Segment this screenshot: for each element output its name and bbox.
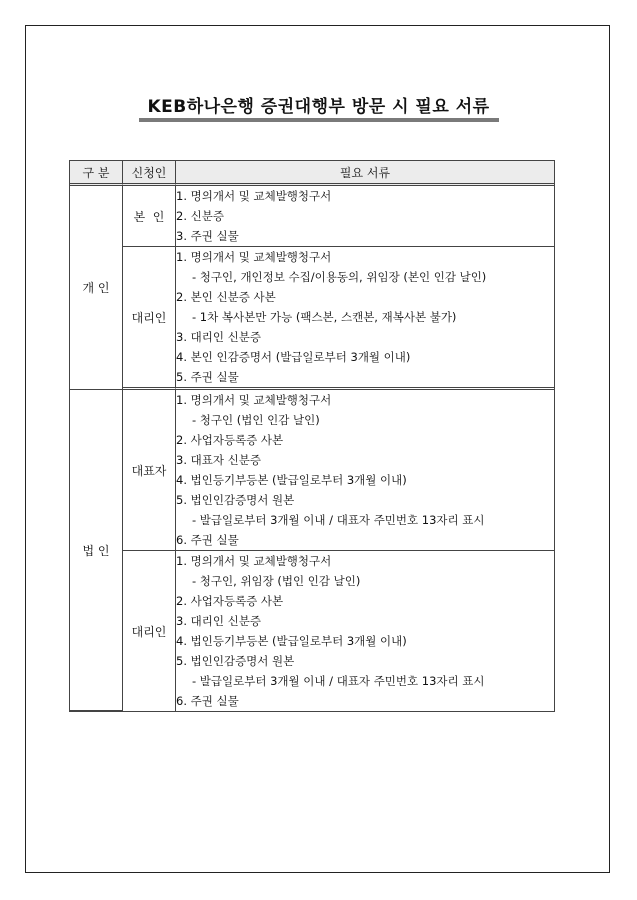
doc-subline: - 발급일로부터 3개월 이내 / 대표자 주민번호 13자리 표시: [192, 674, 485, 688]
table-header-row: [70, 161, 554, 186]
category-individual: 개 인: [70, 186, 123, 390]
header-docs: 필요 서류: [176, 161, 554, 186]
document-title: KEB하나은행 증권대행부 방문 시 필요 서류: [147, 97, 490, 117]
doc-line: 1. 명의개서 및 교체발행청구서: [176, 250, 332, 264]
applicant-label: 본 인: [133, 209, 165, 224]
doc-line: 5. 법인인감증명서 원본: [176, 493, 295, 507]
docs-cell: [176, 247, 554, 390]
doc-line: 5. 주권 실물: [176, 370, 239, 384]
doc-subline: - 청구인, 개인정보 수집/이용동의, 위임장 (본인 인감 날인): [192, 270, 487, 284]
doc-subline: - 발급일로부터 3개월 이내 / 대표자 주민번호 13자리 표시: [192, 513, 485, 527]
doc-subline: - 1차 복사본만 가능 (팩스본, 스캔본, 재복사본 불가): [192, 310, 457, 324]
doc-line: 3. 대표자 신분증: [176, 453, 261, 467]
doc-line: 2. 본인 신분증 사본: [176, 290, 276, 304]
applicant-agent: 대리인: [123, 247, 176, 390]
doc-line: 6. 주권 실물: [176, 533, 239, 547]
doc-line: 4. 법인등기부등본 (발급일로부터 3개월 이내): [176, 473, 407, 487]
title-underline: [139, 118, 499, 122]
doc-line: 4. 본인 인감증명서 (발급일로부터 3개월 이내): [176, 350, 411, 364]
doc-line: 1. 명의개서 및 교체발행청구서: [176, 554, 332, 568]
doc-line: 2. 신분증: [176, 209, 224, 223]
table-row: [70, 186, 554, 247]
docs-cell: [176, 551, 554, 711]
doc-line: 4. 법인등기부등본 (발급일로부터 3개월 이내): [176, 634, 407, 648]
required-documents-table: [69, 160, 555, 712]
doc-line: 6. 주권 실물: [176, 694, 239, 708]
doc-line: 3. 주권 실물: [176, 229, 239, 243]
docs-cell: [176, 186, 554, 247]
table-row: [70, 247, 554, 390]
doc-subline: - 청구인 (법인 인감 날인): [192, 413, 320, 427]
header-category: 구 분: [70, 161, 123, 186]
doc-line: 1. 명의개서 및 교체발행청구서: [176, 393, 332, 407]
header-applicant: 신청인: [123, 161, 176, 186]
applicant-representative: 대표자: [123, 390, 176, 551]
doc-line: 1. 명의개서 및 교체발행청구서: [176, 189, 332, 203]
doc-line: 3. 대리인 신분증: [176, 614, 261, 628]
applicant-self: [123, 186, 176, 247]
table-row: [70, 551, 554, 711]
doc-line: 5. 법인인감증명서 원본: [176, 654, 295, 668]
docs-cell: [176, 390, 554, 551]
category-corporation: 법 인: [70, 390, 123, 711]
table-row: [70, 390, 554, 551]
doc-line: 3. 대리인 신분증: [176, 330, 261, 344]
applicant-corporate-agent: 대리인: [123, 551, 176, 711]
doc-line: 2. 사업자등록증 사본: [176, 594, 284, 608]
doc-line: 2. 사업자등록증 사본: [176, 433, 284, 447]
doc-subline: - 청구인, 위임장 (법인 인감 날인): [192, 574, 361, 588]
